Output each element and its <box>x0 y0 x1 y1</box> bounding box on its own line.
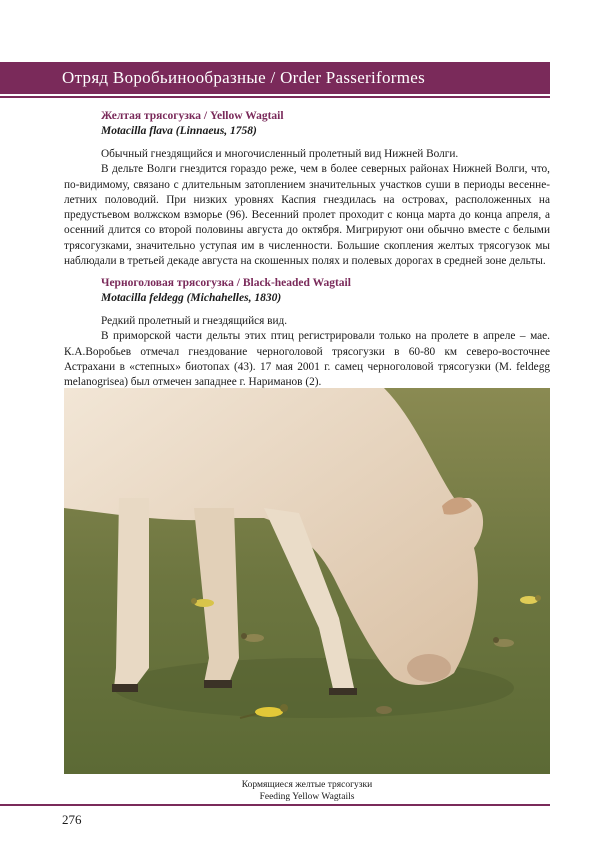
species-section-black-headed-wagtail <box>64 276 550 390</box>
cow-muzzle <box>407 654 451 682</box>
species-title: Желтая трясогузка / Yellow Wagtail <box>101 110 284 122</box>
footer-divider <box>0 804 550 806</box>
photo-cow-and-wagtails <box>64 388 550 774</box>
page-number: 276 <box>62 812 82 827</box>
caption-ru: Кормящиеся желтые трясогузки <box>241 780 373 790</box>
header-divider <box>0 96 550 98</box>
photo-caption <box>64 779 550 803</box>
paragraph: Редкий пролетный и гнездящийся вид. <box>101 315 288 327</box>
species-section-yellow-wagtail <box>64 109 550 269</box>
wagtail <box>376 706 392 714</box>
species-latin-name: Motacilla flava (Linnaeus, 1758) <box>101 125 257 137</box>
photo-illustration <box>64 388 550 774</box>
chapter-title: Отряд Воробьинообразные / Order Passeriformes <box>62 68 426 87</box>
species-latin-name: Motacilla feldegg (Michahelles, 1830) <box>101 292 282 304</box>
species-title: Черноголовая трясогузка / Black-headed Wagtail <box>101 277 351 289</box>
cow-leg <box>114 498 149 688</box>
caption-en: Feeding Yellow Wagtails <box>259 792 355 802</box>
paragraph: В дельте Волги гнездится гораздо реже, чем в более северных районах Нижней Волги, что, по-видимому, связано с длительным затоплением значительных участков суши в периоды весенне-летних половодий. При низких уровнях Каспия гнездилась на островах, расположенных на предустьевом волжском взморье (96). Весенний пролет проходит с конца марта до конца апреля, а осенний длится со второй половины августа до октября. Мигрируют они обычно вместе с белыми трясогузками, значительно уступая им в численности. Большие скопления желтых трясогузок мы наблюдали в третьей декаде августа на скошенных полях и полевых дорогах в средней зоне дельты. <box>64 163 550 268</box>
paragraph: В приморской части дельты этих птиц регистрировали только на пролете в апреле – мае. К.А.Воробьев отмечал гнездование черноголовой трясогузки в 60-80 км северо-восточнее Астрахани в «степных» биотопах (43). 17 мая 2001 г. самец черноголовой трясогузки (M. feldegg melanogrisea) был отмечен западнее г. Нариманов (2). <box>64 330 550 389</box>
paragraph: Обычный гнездящийся и многочисленный пролетный вид Нижней Волги. <box>101 148 459 160</box>
